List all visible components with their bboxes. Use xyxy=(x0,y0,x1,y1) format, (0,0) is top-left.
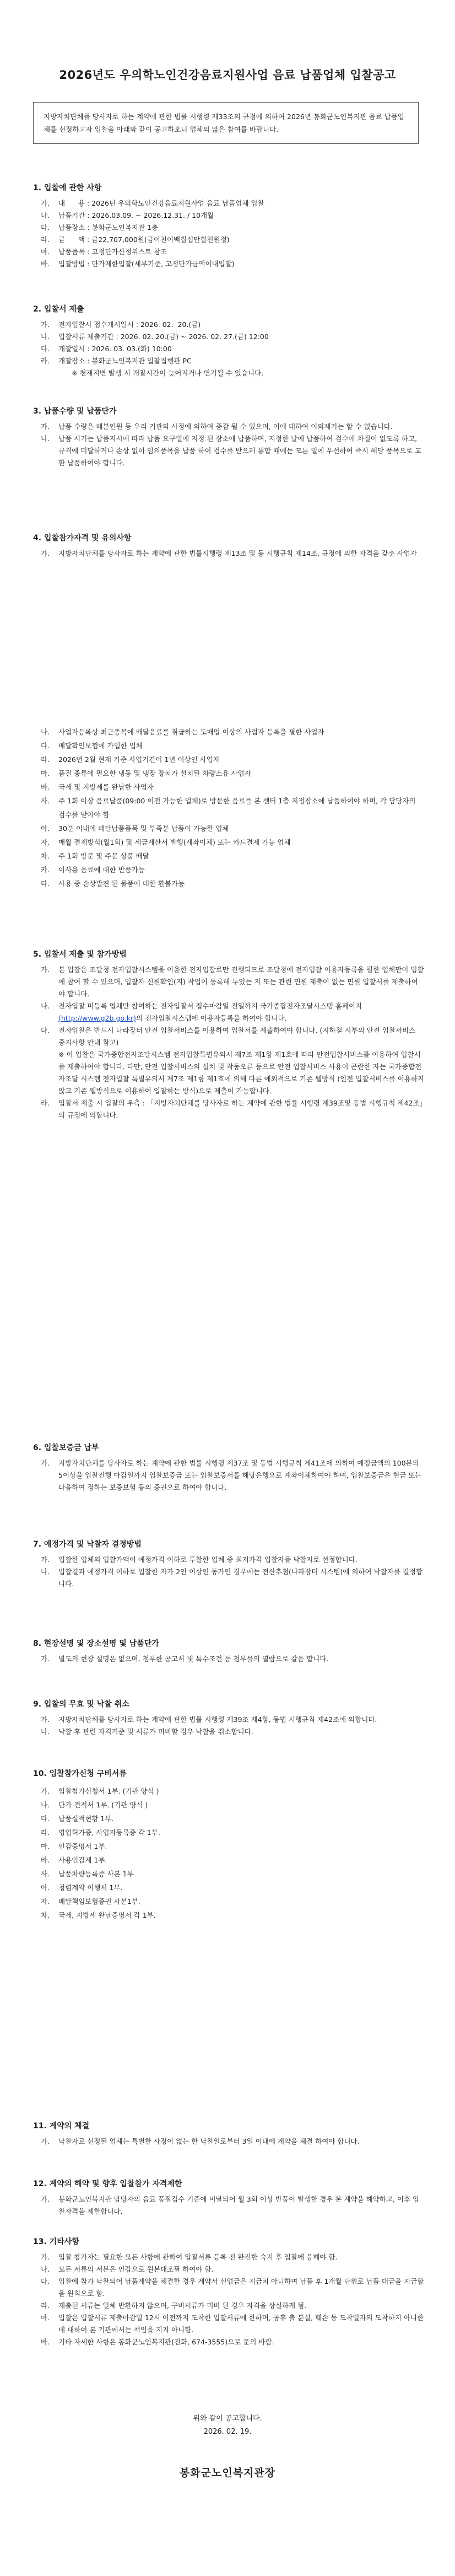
list-item: 나. 단가 견적서 1부. (기관 양식 ) xyxy=(41,1801,148,1809)
signer-name: 봉화군노인복지관장 xyxy=(179,2467,276,2479)
intro-box: 지방자치단체를 당사자로 하는 계약에 관한 법률 시행령 제33조의 규정에 의하여 2026년 봉화군노인복지관 음료 납품업체를 선정하고자 입찰을 아래와 같이 공고하오니 업체의 많은 참여를 바랍니다. xyxy=(33,102,419,144)
list-item: 바. 사용인감계 1부. xyxy=(41,1856,107,1864)
list-item: 가. 별도의 현장 설명은 없으며, 첨부한 공고서 및 특수조건 등 첨부물의 열람으로 갈음 합니다. xyxy=(41,1655,329,1663)
list-item: 아. 30분 이내에 배달납품품목 및 부족분 납품이 가능한 업체 xyxy=(41,824,229,833)
section-1 xyxy=(33,182,424,270)
list-item: 차. 주 1회 방문 및 주문 상품 배달 xyxy=(41,852,149,860)
g2b-link[interactable]: (http://www.g2b.go.kr) xyxy=(58,1014,137,1022)
list-item: 카. 이사용 음료에 대한 반품가능 xyxy=(41,866,145,874)
section-heading: 8. 현장설명 및 장소설명 및 납품단가 xyxy=(33,1639,159,1648)
section-heading: 13. 기타사항 xyxy=(33,2237,79,2246)
list-item: 라. 제출된 서류는 일체 반환하지 않으며, 구비서류가 미비 된 경우 자격을 상실하게 됨. xyxy=(41,2301,307,2310)
closing-line: 위와 같이 공고합니다. xyxy=(193,2414,262,2423)
note-text: ※ 이 입찰은 국가종합전자조달시스템 전자입찰특별유의서 제7조 제1항 제1호에 따라 안전입찰서비스를 이용하여 입찰서를 제출하여야 합니다. 다만, 안전 입찰서비스의 설치 및 작동오류 등으로 안전 입찰서비스 사용이 곤란한 자는 국가종합전자조달 시스템 전자입찰 특별유의서 제7조 제1항 제1호에 의해 다른 예외적으로 기존 웹방식 (인전 입찰서비스를 이용하지 않고 기존 웹방식으로 이용하여 입찰하는 방식)으로 제출이 가능합니다. xyxy=(58,1050,424,1095)
list-item: 마. 입찰은 입찰서류 제출마감일 12시 이전까지 도착한 입찰서류에 한하며, 공휴 출 분실, 훼손 등 도착일자의 도착하지 아니한데 대하여 본 기관에서는 책임을 지지 아니함. xyxy=(41,2314,424,2334)
section-heading: 3. 납품수량 및 납품단가 xyxy=(33,407,117,416)
list-item: 아. 청렴계약 이행서 1부. xyxy=(41,1883,123,1892)
section-heading: 7. 예정가격 및 낙찰자 결정방법 xyxy=(33,1540,142,1549)
section-3 xyxy=(33,405,424,469)
list-item: 라. 입찰서 제출 시 입찰의 우측 : 「지방자치단체를 당사자로 하는 계약에 관한 법률 시행령 제39조및 동법 시행규칙 제42조」의 규정에 의합니다. xyxy=(41,1099,423,1119)
list-item: 나. 낙찰 후 관련 자격기준 및 서류가 미비할 경우 낙찰을 취소합니다. xyxy=(41,1727,253,1736)
list-item: 바. 국세 및 지방세를 완납한 사업자 xyxy=(41,783,154,791)
list-item: 가. 본 입찰은 조달청 전자입찰시스템을 이용한 전자입찰로만 진행되므로 조달청에 전자입찰 이용자등록을 필한 업체만이 입찰에 참여 할 수 있으며, 입찰자 신원확인(지) 작업이 등록해 두었는 지 또는 관련 민원 제출이 없는 민원 입찰서를 제출하여야 합니다. xyxy=(41,965,424,998)
list-item: 마. 납품품목 : 고정단가산정위스트 참조 xyxy=(41,248,167,256)
list-item: 자. 매월 결제방식(월1회) 및 세금계산서 발행(계좌이체) 또는 카드결제 가능 업체 xyxy=(41,838,291,846)
section-5 xyxy=(33,948,424,1121)
list-item: 사. 주 1회 이상 음료납품(09:00 이전 가능한 업체)로 방문한 음료를 본 센터 1층 지정장소에 납품하여야 하며, 각 담당자의 검수를 받아야 함 xyxy=(41,797,418,819)
section-9 xyxy=(33,1698,424,1738)
list-item: 가. 입찰한 업체의 입찰가액이 예정가격 이하로 투찰한 업체 중 최저가격 입찰자를 낙찰자로 선정합니다. xyxy=(41,1555,358,1564)
section-12 xyxy=(33,2178,424,2218)
list-item: 가. 입찰참가신청서 1부. (기관 양식 ) xyxy=(41,1787,159,1795)
list-item: 라. 개찰장소 : 봉화군노인복지관 입찰집행관 PC xyxy=(41,357,192,365)
section-heading: 11. 계약의 체결 xyxy=(33,2122,90,2130)
section-2 xyxy=(33,303,424,379)
list-item: 나. 전자입찰 미등록 업체만 참여하는 전자입찰서 접수마감일 전일까지 국가종합전자조달시스템 홈페이지(http://www.g2b.go.kr)의 전자입찰시스템에 이용자등록을 하여야 합니다. xyxy=(41,1002,362,1022)
section-heading: 9. 입찰의 무효 및 낙찰 취소 xyxy=(33,1700,129,1709)
list-item: 다. 전자입찰은 반드시 나라장터 안전 입찰서비스를 이용하여 입찰서를 제출하여야 합니다. (지하철 시부의 안전 입찰서비스 중지사항 안내 참고) xyxy=(41,1026,418,1046)
closing-statement xyxy=(0,2412,455,2439)
list-item: 나. 납품 시기는 납품지시에 따라 납품 요구일에 지정 된 장소에 납품하며, 지정한 날에 납품하여 검수에 차질이 없도록 하고, 규격에 미달하거나 손상 없이 임의품목을 납품 하여 검수를 받으러 통합 때에는 모든 일에 우선하여 즉시 해당 품목으로 교환 납품하여야 합니다. xyxy=(41,434,422,467)
list-item: 타. 사용 중 손상발견 된 물품에 대한 환불가능 xyxy=(41,879,185,888)
list-item: 가. 전자입찰서 접수개시일시 : 2026. 02. 20.(금) xyxy=(41,320,201,329)
section-heading: 2. 입찰서 제출 xyxy=(33,305,84,314)
list-item: 마. 인감증명서 1부. xyxy=(41,1842,107,1850)
section-heading: 1. 입찰에 관한 사항 xyxy=(33,184,102,192)
list-item: 다. 배달확인보험에 가입한 업체 xyxy=(41,742,143,750)
list-item: 바. 기타 자세한 사항은 봉화군노인복지관(전화, 674-3555)으로 문의 바람. xyxy=(41,2338,274,2346)
section-8 xyxy=(33,1638,424,1665)
list-item: 가. 납품 수량은 배분인원 등 우리 기관의 사정에 의하여 증감 될 수 있으며, 이에 대하여 이의제기는 할 수 없습니다. xyxy=(41,422,393,431)
closing-date: 2026. 02. 19. xyxy=(203,2428,252,2436)
list-item: 가. 지방자치단체를 당사자로 하는 계약에 관한 법률 시행령 제37조 및 동법 시행규칙 제41조에 의하여 예정금액의 100분의 5이상을 입찰진행 마감일까지 입찰보증금 또는 입찰보증서를 해당은행으로 계좌이체하여야 하며, 입찰보증금은 현금 또는 다음하여 정하는 보증보험 등의 증권으로 하여야 합니다. xyxy=(41,1459,424,1491)
list-item: 라. 영업허가증, 사업자등록증 각 1부. xyxy=(41,1828,160,1837)
section-heading: 4. 입찰참가자격 및 유의사항 xyxy=(33,534,132,543)
section-heading: 12. 계약의 해약 및 향후 입찰참가 자격제한 xyxy=(33,2180,182,2188)
section-10 xyxy=(33,1767,424,1922)
section-4-list xyxy=(33,725,424,890)
section-13 xyxy=(33,2236,424,2348)
section-heading: 5. 입찰서 제출 및 참가방법 xyxy=(33,950,127,959)
list-item: 가. 입찰 참가자는 필요한 모든 사항에 관하여 입찰서류 등록 전 완전한 숙지 후 입찰에 응해야 함. xyxy=(41,2253,338,2261)
section-heading: 10. 입찰참가신청 구비서류 xyxy=(33,1769,127,1778)
section-11 xyxy=(33,2120,424,2148)
list-item: 다. 납품실적현황 1부. xyxy=(41,1815,114,1823)
list-item: 나. 입찰결과 예정가격 이하로 입찰한 자가 2인 이상인 동가인 경우에는 전산추첨(나라장터 시스템)에 의하여 낙찰자를 결정합니다. xyxy=(41,1568,423,1588)
page-title: 2026년도 우의학노인건강음료지원사업 음료 납품업체 입찰공고 xyxy=(59,68,396,82)
list-item: 바. 입찰방법 : 단가제한입찰(세부기준, 고정단가금액이내입찰) xyxy=(41,260,235,268)
list-item: 나. 모든 서류의 서본은 인감으로 원본대조필 하여야 함. xyxy=(41,2265,214,2273)
list-item: 다. 납품장소 : 봉화군노인복지관 1층 xyxy=(41,223,159,232)
section-7 xyxy=(33,1538,424,1590)
note-text: ※ 천재지변 발생 시 개찰시간이 늦어지거나 연기될 수 있습니다. xyxy=(72,369,264,377)
list-item: 마. 품질 종류에 필요한 냉동 및 냉장 장치가 설치된 차량소유 사업자 xyxy=(41,769,251,777)
list-item: 가. 내 용 : 2026년 우의학노인건강음료지원사업 음료 납품업체 입찰 xyxy=(41,199,264,207)
list-item: 차. 국세, 지방세 완납증명서 각 1부. xyxy=(41,1911,156,1919)
list-item: 나. 입찰서류 제출기간 : 2026. 02. 20.(금) ~ 2026. 02. 27.(금) 12:00 xyxy=(41,332,269,341)
list-item: 나. 납품기간 : 2026.03.09. ~ 2026.12.31. / 10개월 xyxy=(41,211,214,219)
section-heading: 6. 입찰보증금 납부 xyxy=(33,1443,99,1452)
list-item: 가. 낙찰자로 선정된 업체는 특별한 사정이 없는 한 낙찰일로부터 3일 이내에 계약을 체결 하여야 합니다. xyxy=(41,2137,360,2145)
list-item: 가. 지방자치단체를 당사자로 하는 계약에 관한 법률 시행령 제39조 제4항, 동법 시행규칙 제42조에 의합니다. xyxy=(41,1715,377,1724)
list-item: 자. 배달책임보험증권 사본1부. xyxy=(41,1897,140,1906)
list-item: 라. 금 액 : 금22,707,000원(금이천이백칠십만칠천원정) xyxy=(41,235,230,244)
list-item: 다. 입찰에 참가 낙찰되어 납품계약을 체결한 경우 계약서 신업금은 지급치 아니하며 납품 후 1개월 단위로 납품 대금을 지급함을 원칙으로 함. xyxy=(41,2277,424,2298)
section-4 xyxy=(33,532,424,560)
list-item: 나. 사업자등록상 최근종목에 배달음료를 취급하는 도매업 이상의 사업자 등록을 필한 사업자 xyxy=(41,728,324,736)
section-6 xyxy=(33,1442,424,1494)
list-item: 가. 봉화군노인복지관 담당자의 음료 품질검수 기준에 미달되어 월 3회 이상 반품이 발생한 경우 본 계약을 해약하고, 이후 입찰자격을 제한합니다. xyxy=(41,2195,420,2215)
list-item: 다. 개찰일시 : 2026. 03. 03.(화) 10:00 xyxy=(41,345,172,353)
list-item: 라. 2026년 2월 현재 기준 사업기간이 1년 이상인 사업자 xyxy=(41,755,220,764)
list-item: 사. 납품차량등록증 사본 1부 xyxy=(41,1870,134,1878)
list-item: 가. 지방자치단체를 당사자로 하는 계약에 관한 법률시행령 제13조 및 동 시행규칙 제14조, 규정에 의한 자격을 갖춘 사업자 xyxy=(41,549,417,557)
